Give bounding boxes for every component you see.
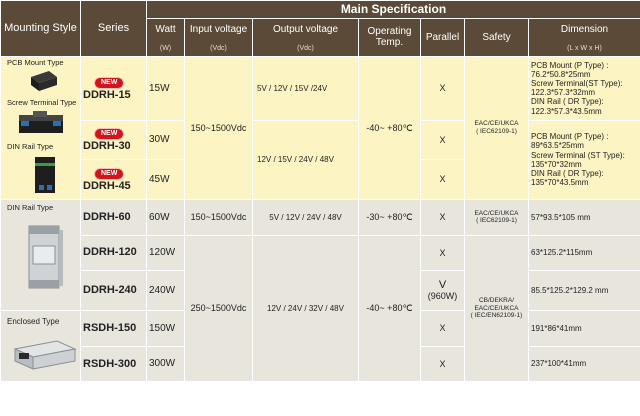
header-main-spec: Main Specification [147,1,640,19]
header-parallel: Parallel [421,19,465,57]
model-name: DDRH-15 [83,88,131,101]
parallel-ddrh-240 [421,270,465,310]
dimension-line: 135*70*32mm [531,159,582,169]
input-ddrh: 150~1500Vdc [185,56,253,199]
header-series: Series [81,1,147,57]
new-badge: NEW [95,78,123,88]
header-dimension-unit: (L x W x H) [567,45,602,53]
parallel-ddrh-30: X [421,120,465,159]
watt-ddrh-240: 240W [147,270,185,310]
safety-line: EAC/CE/UKCA [474,120,519,128]
series-ddrh-60: DDRH-60 [81,199,147,235]
parallel-ddrh-45: X [421,159,465,199]
watt-ddrh-45: 45W [147,159,185,199]
screw-terminal-image [17,109,69,135]
header-mounting-style: Mounting Style [1,1,81,57]
header-operating-temp: Operating Temp. [359,19,421,57]
output-ddrh-30-45: 12V / 15V / 24V / 48V [253,120,359,199]
safety-group3 [465,235,529,381]
parallel-rsdh-150: X [421,310,465,347]
series-ddrh-30 [81,120,147,159]
input-group3: 250~1500Vdc [185,235,253,381]
dimension-ddrh-30-45 [529,120,640,199]
series-ddrh-15 [81,56,147,120]
parallel-value: V [438,278,447,291]
watt-ddrh-15: 15W [147,56,185,120]
model-name: DDRH-30 [83,140,131,153]
safety-line: EAC/CE/UKCA [474,209,519,217]
safety-line: EAC/CE/UKCA [474,304,519,312]
temp-ddrh: -40~ +80℃ [359,56,421,199]
dimension-line: 89*63.5*25mm [531,141,584,151]
safety-line: ( IEC62109-1) [476,127,517,135]
parallel-ddrh-15: X [421,56,465,120]
safety-line: ( IEC/EN62109-1) [470,312,523,320]
dimension-line: 76.2*50.8*25mm [531,69,591,79]
output-group3: 12V / 24V / 32V / 48V [253,235,359,381]
pcb-module-image [29,69,59,91]
safety-ddrh [465,56,529,199]
mounting-label-screw: Screw Terminal Type [7,97,77,107]
output-ddrh-15: 5V / 12V / 15V /24V [253,56,359,120]
series-ddrh-240: DDRH-240 [81,270,147,310]
watt-ddrh-60: 60W [147,199,185,235]
watt-ddrh-30: 30W [147,120,185,159]
header-input-label: Input voltage [189,24,248,35]
dimension-rsdh-150: 191*86*41mm [529,310,640,347]
dimension-ddrh-15 [529,56,640,120]
model-name: DDRH-45 [83,179,131,192]
header-safety: Safety [465,19,529,57]
dimension-ddrh-240: 85.5*125.2*129.2 mm [529,270,640,310]
enclosed-psu-image [11,335,79,375]
mounting-label-enclosed: Enclosed Type [7,316,60,326]
header-output-unit: (Vdc) [297,45,314,53]
series-rsdh-300: RSDH-300 [81,347,147,382]
header-output-label: Output voltage [272,24,339,35]
dimension-line: DIN Rail ( DR Type): [531,168,604,178]
temp-group3: -40~ +80℃ [359,235,421,381]
header-input-unit: (Vdc) [210,45,227,53]
header-dimension [529,19,640,57]
parallel-rsdh-300: X [421,347,465,382]
parallel-ddrh-120: X [421,235,465,270]
dimension-line: PCB Mount (P Type) : [531,60,609,70]
header-watt-unit: (W) [159,45,172,53]
header-input [185,19,253,57]
safety-line: CB/DEKRA/ [478,297,515,305]
header-watt [147,19,185,57]
mounting-cell-din [1,199,81,310]
dimension-line: Screw Terminal(ST Type): [531,79,623,89]
mounting-cell-ddrh [1,56,81,199]
output-ddrh-60: 5V / 12V / 24V / 48V [253,199,359,235]
dimension-line: DIN Rail ( DR Type): [531,97,604,107]
dimension-line: 122.3*57.3*32mm [531,88,596,98]
dimension-ddrh-120: 63*125.2*115mm [529,235,640,270]
header-dimension-label: Dimension [560,24,609,35]
parallel-ddrh-60: X [421,199,465,235]
series-ddrh-120: DDRH-120 [81,235,147,270]
safety-line: ( IEC62109-1) [476,217,517,225]
parallel-note: (960W) [427,291,458,302]
din-rail-image [31,155,61,197]
series-rsdh-150: RSDH-150 [81,310,147,347]
watt-ddrh-120: 120W [147,235,185,270]
dimension-line: Screw Terminal (ST Type): [531,150,625,160]
dimension-rsdh-300: 237*100*41mm [529,347,640,382]
safety-ddrh-60 [465,199,529,235]
mounting-cell-enclosed [1,310,81,381]
mounting-label-din: DIN Rail Type [7,141,54,151]
new-badge: NEW [95,129,123,139]
header-output [253,19,359,57]
dimension-line: PCB Mount (P Type) : [531,132,609,142]
new-badge: NEW [95,169,123,179]
header-watt-label: Watt [155,24,176,35]
mounting-label-din-rail: DIN Rail Type [7,202,54,212]
input-ddrh-60: 150~1500Vdc [185,199,253,235]
dimension-ddrh-60: 57*93.5*105 mm [529,199,640,235]
watt-rsdh-150: 150W [147,310,185,347]
mounting-label-pcb: PCB Mount Type [7,57,64,67]
dimension-line: 122.3*57.3*43.5mm [531,106,602,116]
din-rail-psu-image [23,222,69,294]
watt-rsdh-300: 300W [147,347,185,382]
temp-ddrh-60: -30~ +80℃ [359,199,421,235]
series-ddrh-45 [81,159,147,199]
dimension-line: 135*70*43.5mm [531,178,589,188]
